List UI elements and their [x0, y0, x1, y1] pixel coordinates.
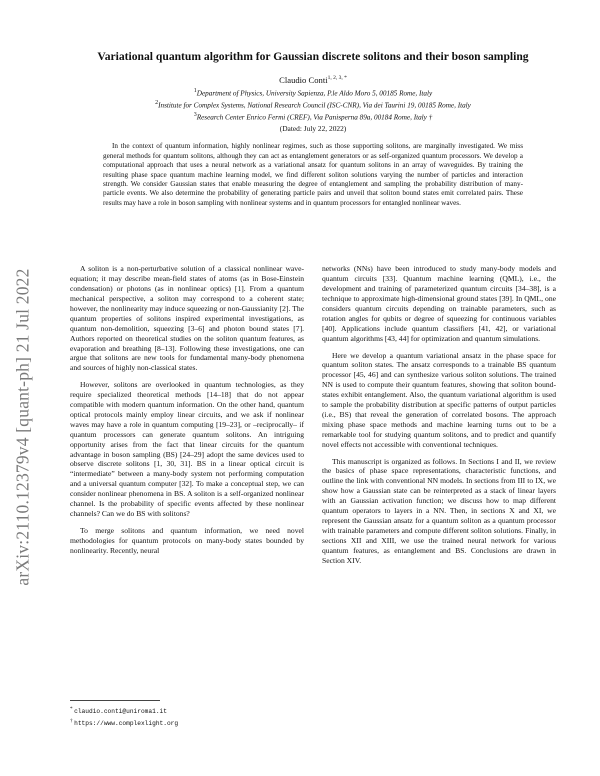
affiliation-2-text: Institute for Complex Systems, National Research Council (ISC-CNR), Via dei Taurini 19, 00185 Rome, Italy [158, 101, 471, 110]
footnote-mark: * [70, 706, 73, 712]
author-line [70, 73, 556, 86]
footnote-url-link[interactable]: https://www.complexlight.org [74, 719, 179, 727]
affiliation-1-text: Department of Physics, University Sapienza, P.le Aldo Moro 5, 00185 Rome, Italy [196, 89, 433, 98]
abstract: In the context of quantum information, highly nonlinear regimes, such as those supporting solitons, are marginally investigated. We miss general methods for quantum solitons, although they can act as entanglement generators or as self-organized quantum processors. We develop a computational approach that uses a neural network as a variational ansatz for quantum solitons in an array of waveguides. By training the resulting phase space quantum machine learning model, we find different soliton solutions varying the number of particles and interaction strength. We consider Gaussian states that enable measuring the degree of entanglement and sampling the probability distribution of many-particle events. We also determine the probability of generating particle pairs and unveil that soliton bound states emit correlated pairs. These results may have a role in boson sampling with nonlinear systems and in quantum processors for entangled nonlinear waves. [103, 142, 523, 207]
paragraph: However, solitons are overlooked in quantum technologies, as they require specialized theoretical methods [14–18] that do not appear compatible with modern quantum information. On the other hand, quantum optical protocols mainly employ linear circuits, and we ask if nonlinear waves may have a role in quantum computing [19–23], or –reciprocally– if quantum processors can generate quantum solitons. An intriguing opportunity arises from the fact that linear circuits for the quantum advantage in boson sampling (BS) [24–29] adopt the same devices used to observe discrete solitons [1, 30, 31]. BS in a linear optical circuit is “intermediate” between a many-body system not performing computation and a universal quantum computer [32]. To make a conceptual step, we can consider nonlinear phenomena in BS. A soliton is a self-organized nonlinear channel. Is the probability of specific events affected by these nonlinear channels? Can we do BS with solitons? [70, 380, 304, 518]
footnote-email-link[interactable]: claudio.conti@uniroma1.it [74, 708, 167, 716]
left-column [70, 264, 304, 572]
affiliation-1 [70, 87, 556, 99]
footnote-rule [70, 700, 160, 701]
footnote-email [70, 705, 304, 717]
paper-title: Variational quantum algorithm for Gaussian discrete solitons and their boson sampling [97, 50, 529, 63]
footnote-url [70, 717, 304, 729]
footnotes [70, 700, 304, 728]
paragraph: To merge solitons and quantum information, we need novel methodologies for quantum protocols on many-body states bounded by nonlinearity. Recently, neural [70, 525, 304, 555]
arxiv-stamp [8, 262, 38, 592]
two-column-body [70, 264, 556, 572]
arxiv-id: arXiv:2110.12379v4 [quant-ph] 21 Jul 2022 [12, 268, 33, 586]
paragraph: Here we develop a quantum variational ansatz in the phase space for quantum soliton states. The ansatz corresponds to a trainable BS quantum processor [45, 46] and can synthesize various soliton solutions. The trained NN is used to compute their quantum features, showing that soliton bound-states exhibit entanglement. Also, the quantum variational algorithm is used to sample the probability distribution at specific patterns of output particles (i.e., BS) that reveal the generation of correlated bosons. The approach mixing phase space methods and machine learning turns out to be a remarkable tool for studying quantum solitons, and to predict and quantify novel effects not accessible with conventional techniques. [322, 350, 556, 449]
paragraph: A soliton is a non-perturbative solution of a classical nonlinear wave-equation; it may describe mean-field states of atoms (as in Bose-Einstein condensation) or photons (as in nonlinear optics) [1]. From a quantum mechanical perspective, a soliton may correspond to a coherent state; however, the nonlinearity may induce squeezing or non-Gaussianity [2]. The quantum properties of solitons inspired experimental investigations, as quantum non-demolition, squeezing [3–6] and photon bound states [7]. Authors reported on theoretical studies on the soliton quantum features, as evaporation and breathing [8–13]. Following these investigations, one can argue that solitons are new tools for fundamental many-body phenomena and sources of highly non-classical states. [70, 264, 304, 373]
paragraph: networks (NNs) have been introduced to study many-body models and quantum circuits [33]. Quantum machine learning (QML), i.e., the development and training of parameterized quantum circuits [34–38], is a technique to approximate high-dimensional ground states [39]. In QML, one considers quantum circuits depending on trainable parameters, such as rotation angles for qubits or degree of squeezing for continuous variables [40]. Applications include quantum classifiers [41, 42], or variational quantum algorithms [43, 44] for optimization and quantum simulations. [322, 264, 556, 343]
affiliation-3-sup: 3 [193, 111, 197, 118]
paragraph: This manuscript is organized as follows. In Sections I and II, we review the basics of phase space representations, characteristic functions, and outline the link with conventional NN models. In sections from III to IX, we show how a Gaussian state can be reinterpreted as a stack of linear layers with an Gaussian activation function; we discuss how to map different quantum operators to layers in a NN. Then, in sections X and XI, we represent the Gaussian ansatz for a quantum soliton as a quantum processor with trainable parameters and compute different soliton solutions. Finally, in sections XII and XIII, we use the trained neural network for various quantum features, as entanglement and BS. Conclusions are drawn in Section XIV. [322, 456, 556, 565]
author-sup: 1, 2, 3, * [327, 75, 347, 81]
paper-page [70, 50, 556, 573]
right-column [322, 264, 556, 572]
dated-line: (Dated: July 22, 2022) [279, 123, 347, 133]
affiliation-3 [70, 111, 556, 123]
footnote-mark: † [70, 717, 73, 724]
affiliation-1-sup: 1 [193, 87, 197, 94]
affiliation-2 [70, 99, 556, 111]
author-name: Claudio Conti [279, 74, 328, 85]
affiliation-3-text: Research Center Enrico Fermi (CREF), Via Panisperna 89a, 00184 Rome, Italy † [196, 113, 433, 122]
affiliation-2-sup: 2 [155, 99, 159, 106]
